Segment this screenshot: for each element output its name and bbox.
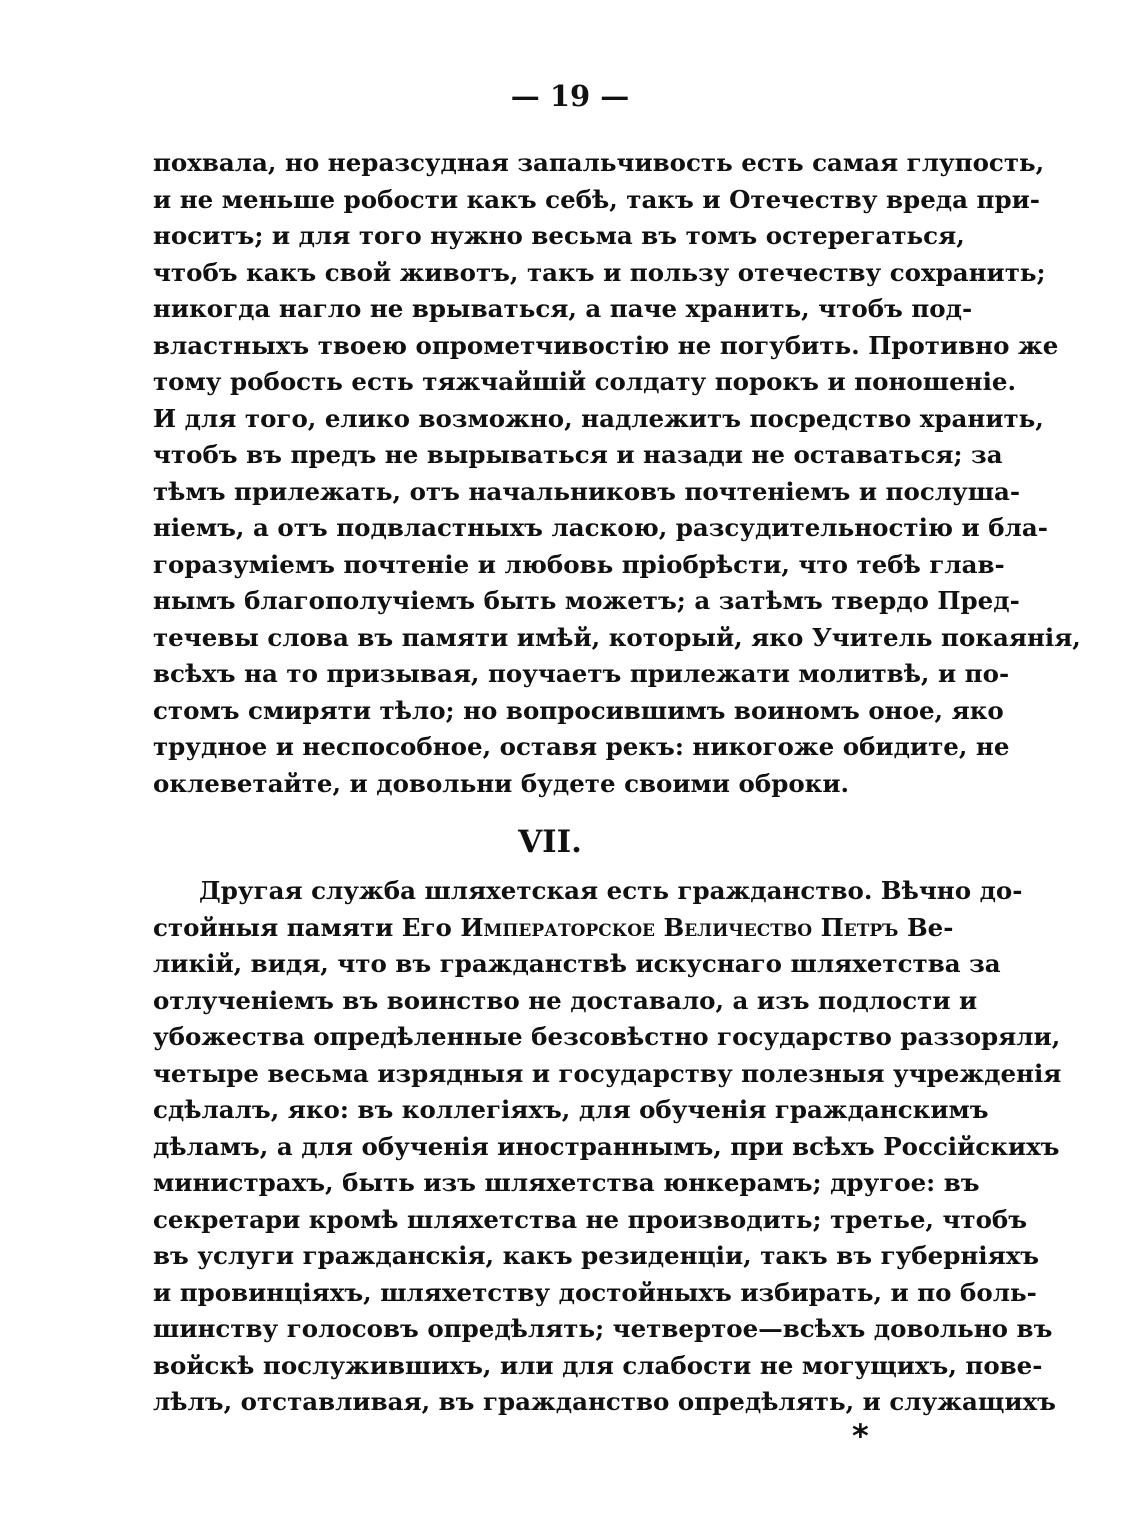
text-line-with-title xyxy=(153,910,954,947)
text-line: чтобъ какъ свой животъ, такъ и пользу отечеству сохранить; xyxy=(153,257,1046,287)
text-line: течевы слова въ памяти имѣй, который, яко Учитель покаянiя, xyxy=(153,622,1081,652)
text-line: секретари кромѣ шляхетства не производить; третье, чтобъ xyxy=(153,1204,1028,1234)
text-line: въ услуги гражданскiя, какъ резиденцiи, такъ въ губернiяхъ xyxy=(153,1241,1040,1270)
paragraph-2 xyxy=(153,873,1062,1421)
text-line: всѣхъ на то призывая, поучаетъ прилежати молитвѣ, и по- xyxy=(153,659,1010,688)
signature-mark: * xyxy=(852,1417,869,1455)
text-line: и провинцiяхъ, шляхетству достойныхъ избирать, и по боль- xyxy=(153,1277,1037,1307)
text-line: И для того, елико возможно, надлежитъ посредство хранить, xyxy=(153,403,1044,433)
text-line: носитъ; и для того нужно весьма въ томъ остерегаться, xyxy=(153,221,965,250)
section-heading: VII. xyxy=(518,824,582,860)
text-line: стомъ смиряти тѣло; но вопросившимъ воиномъ оное, яко xyxy=(153,695,1004,725)
text-line: сдѣлалъ, яко: въ коллегiяхъ, для обученiя гражданскимъ xyxy=(153,1095,989,1124)
text-line: дѣламъ, а для обученiя иностраннымъ, при всѣхъ Россiйскихъ xyxy=(153,1131,1060,1161)
imperial-title: Императорское Величество Петръ xyxy=(460,912,899,942)
text-line: никогда нагло не врываться, а паче хранить, чтобъ под- xyxy=(153,294,973,323)
text-line: нымъ благополучiемъ быть можетъ; а затѣмъ твердо Пред- xyxy=(153,586,1020,615)
text-line: властныхъ твоею опрометчивостiю не погубить. Противно же xyxy=(153,330,1059,360)
text-line: нiемъ, а отъ подвластныхъ ласкою, разсудительностiю и бла- xyxy=(153,513,1048,542)
text-line: тѣмъ прилежать, отъ начальниковъ почтенiемъ и послуша- xyxy=(153,476,1021,506)
text-line: трудное и неспособное, оставя рекъ: никогоже обидите, не xyxy=(153,732,1010,761)
text-line: войскѣ послужившихъ, или для слабости не могущихъ, пове- xyxy=(153,1350,1043,1380)
text-line: лѣлъ, отставливая, въ гражданство опредѣлять, и служащихъ xyxy=(153,1387,1056,1416)
text-line: чтобъ въ предъ не вырываться и назади не оставаться; за xyxy=(153,440,1003,469)
text-fragment: Ве- xyxy=(898,912,954,942)
page-number: — 19 — xyxy=(510,79,630,113)
text-line: министрахъ, быть изъ шляхетства юнкерамъ; другое: въ xyxy=(153,1168,980,1197)
text-line: убожества опредѣленные безсовѣстно государство раззоряли, xyxy=(153,1022,1061,1051)
text-fragment: стойныя памяти Его xyxy=(153,912,461,942)
text-line: шинству голосовъ опредѣлять; четвертое—всѣхъ довольно въ xyxy=(153,1314,1053,1343)
text-line: тому робость есть тяжчайшiй солдату порокъ и поношенiе. xyxy=(153,367,1017,396)
text-line: горазумiемъ почтенiе и любовь прiобрѣсти, что тебѣ глав- xyxy=(153,549,1005,579)
text-line-first: Другая служба шляхетская есть гражданство. Вѣчно до- xyxy=(199,876,1023,905)
text-line: и не меньше робости какъ себѣ, такъ и Отечеству вреда при- xyxy=(153,184,1040,214)
text-line: ликiй, видя, что въ гражданствѣ искуснаго шляхетства за xyxy=(153,949,1001,978)
text-line: отлученiемъ въ воинство не доставало, а изъ подлости и xyxy=(153,985,978,1015)
text-line-last: оклеветайте, и довольни будете своими оброки. xyxy=(153,768,850,798)
text-line: похвала, но неразсудная запальчивость есть самая глупость, xyxy=(153,148,1045,177)
text-line: четыре весьма изрядныя и государству полезныя учрежденiя xyxy=(153,1058,1062,1088)
paragraph-1 xyxy=(153,145,1081,802)
